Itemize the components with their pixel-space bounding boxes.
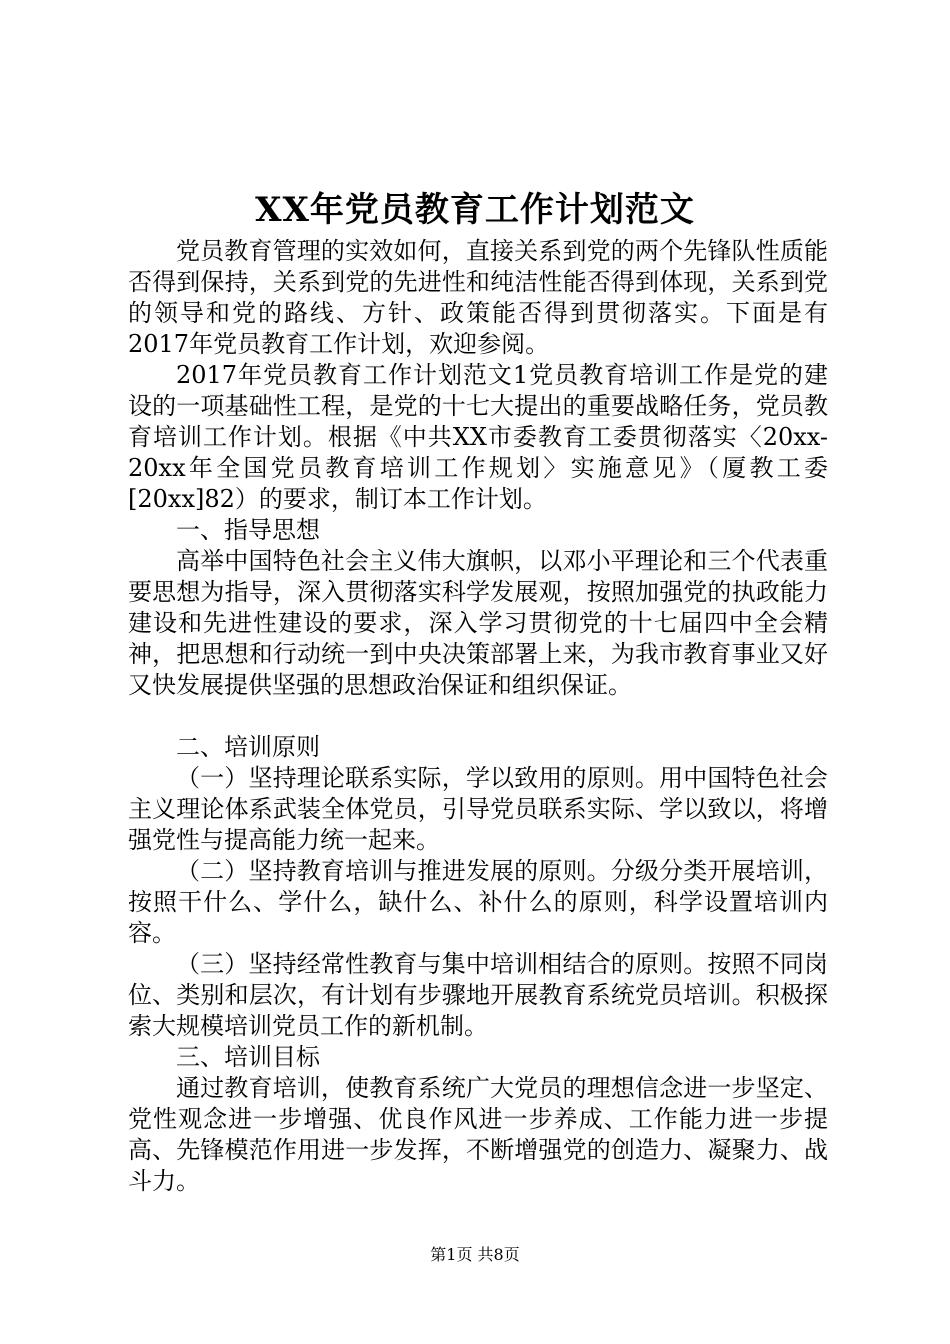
- paragraph-principle-2: （二）坚持教育培训与推进发展的原则。分级分类开展培训，按照干什么、学什么，缺什么、补什么的原则，科学设置培训内容。: [128, 857, 828, 947]
- paragraph-intro: 党员教育管理的实效如何，直接关系到党的两个先锋队性质能否得到保持，关系到党的先进性和纯洁性能否得到体现，关系到党的领导和党的路线、方针、政策能否得到贯彻落实。下面是有2017年党员教育工作计划，欢迎参阅。: [128, 237, 828, 358]
- page-footer: 第1页 共8页: [430, 1245, 520, 1264]
- document-title: XX年党员教育工作计划范文: [255, 190, 695, 230]
- document-body: [128, 236, 828, 1197]
- section-heading-training-principles: 二、培训原则: [176, 733, 320, 761]
- paragraph-training-goals: 通过教育培训，使教育系统广大党员的理想信念进一步坚定、党性观念进一步增强、优良作风进一步养成、工作能力进一步提高、先锋模范作用进一步发挥，不断增强党的创造力、凝聚力、战斗力。: [128, 1074, 828, 1195]
- section-heading-training-goals: 三、培训目标: [176, 1043, 320, 1071]
- paragraph-principle-3: （三）坚持经常性教育与集中培训相结合的原则。按照不同岗位、类别和层次，有计划有步骤地开展教育系统党员培训。积极探索大规模培训党员工作的新机制。: [128, 950, 828, 1040]
- paragraph-guiding-thought: 高举中国特色社会主义伟大旗帜，以邓小平理论和三个代表重要思想为指导，深入贯彻落实科学发展观，按照加强党的执政能力建设和先进性建设的要求，深入学习贯彻党的十七届四中全会精神，把思想和行动统一到中央决策部署上来，为我市教育事业又好又快发展提供坚强的思想政治保证和组织保证。: [128, 547, 828, 699]
- paragraph-plan-overview: 2017年党员教育工作计划范文1党员教育培训工作是党的建设的一项基础性工程，是党的十七大提出的重要战略任务，党员教育培训工作计划。根据《中共XX市委教育工委贯彻落实〈20xx-20xx年全国党员教育培训工作规划〉实施意见》（厦教工委[20xx]82）的要求，制订本工作计划。: [128, 361, 828, 513]
- paragraph-principle-1: （一）坚持理论联系实际，学以致用的原则。用中国特色社会主义理论体系武装全体党员，引导党员联系实际、学以致以，将增强党性与提高能力统一起来。: [128, 764, 828, 854]
- section-heading-guiding-thought: 一、指导思想: [176, 516, 320, 544]
